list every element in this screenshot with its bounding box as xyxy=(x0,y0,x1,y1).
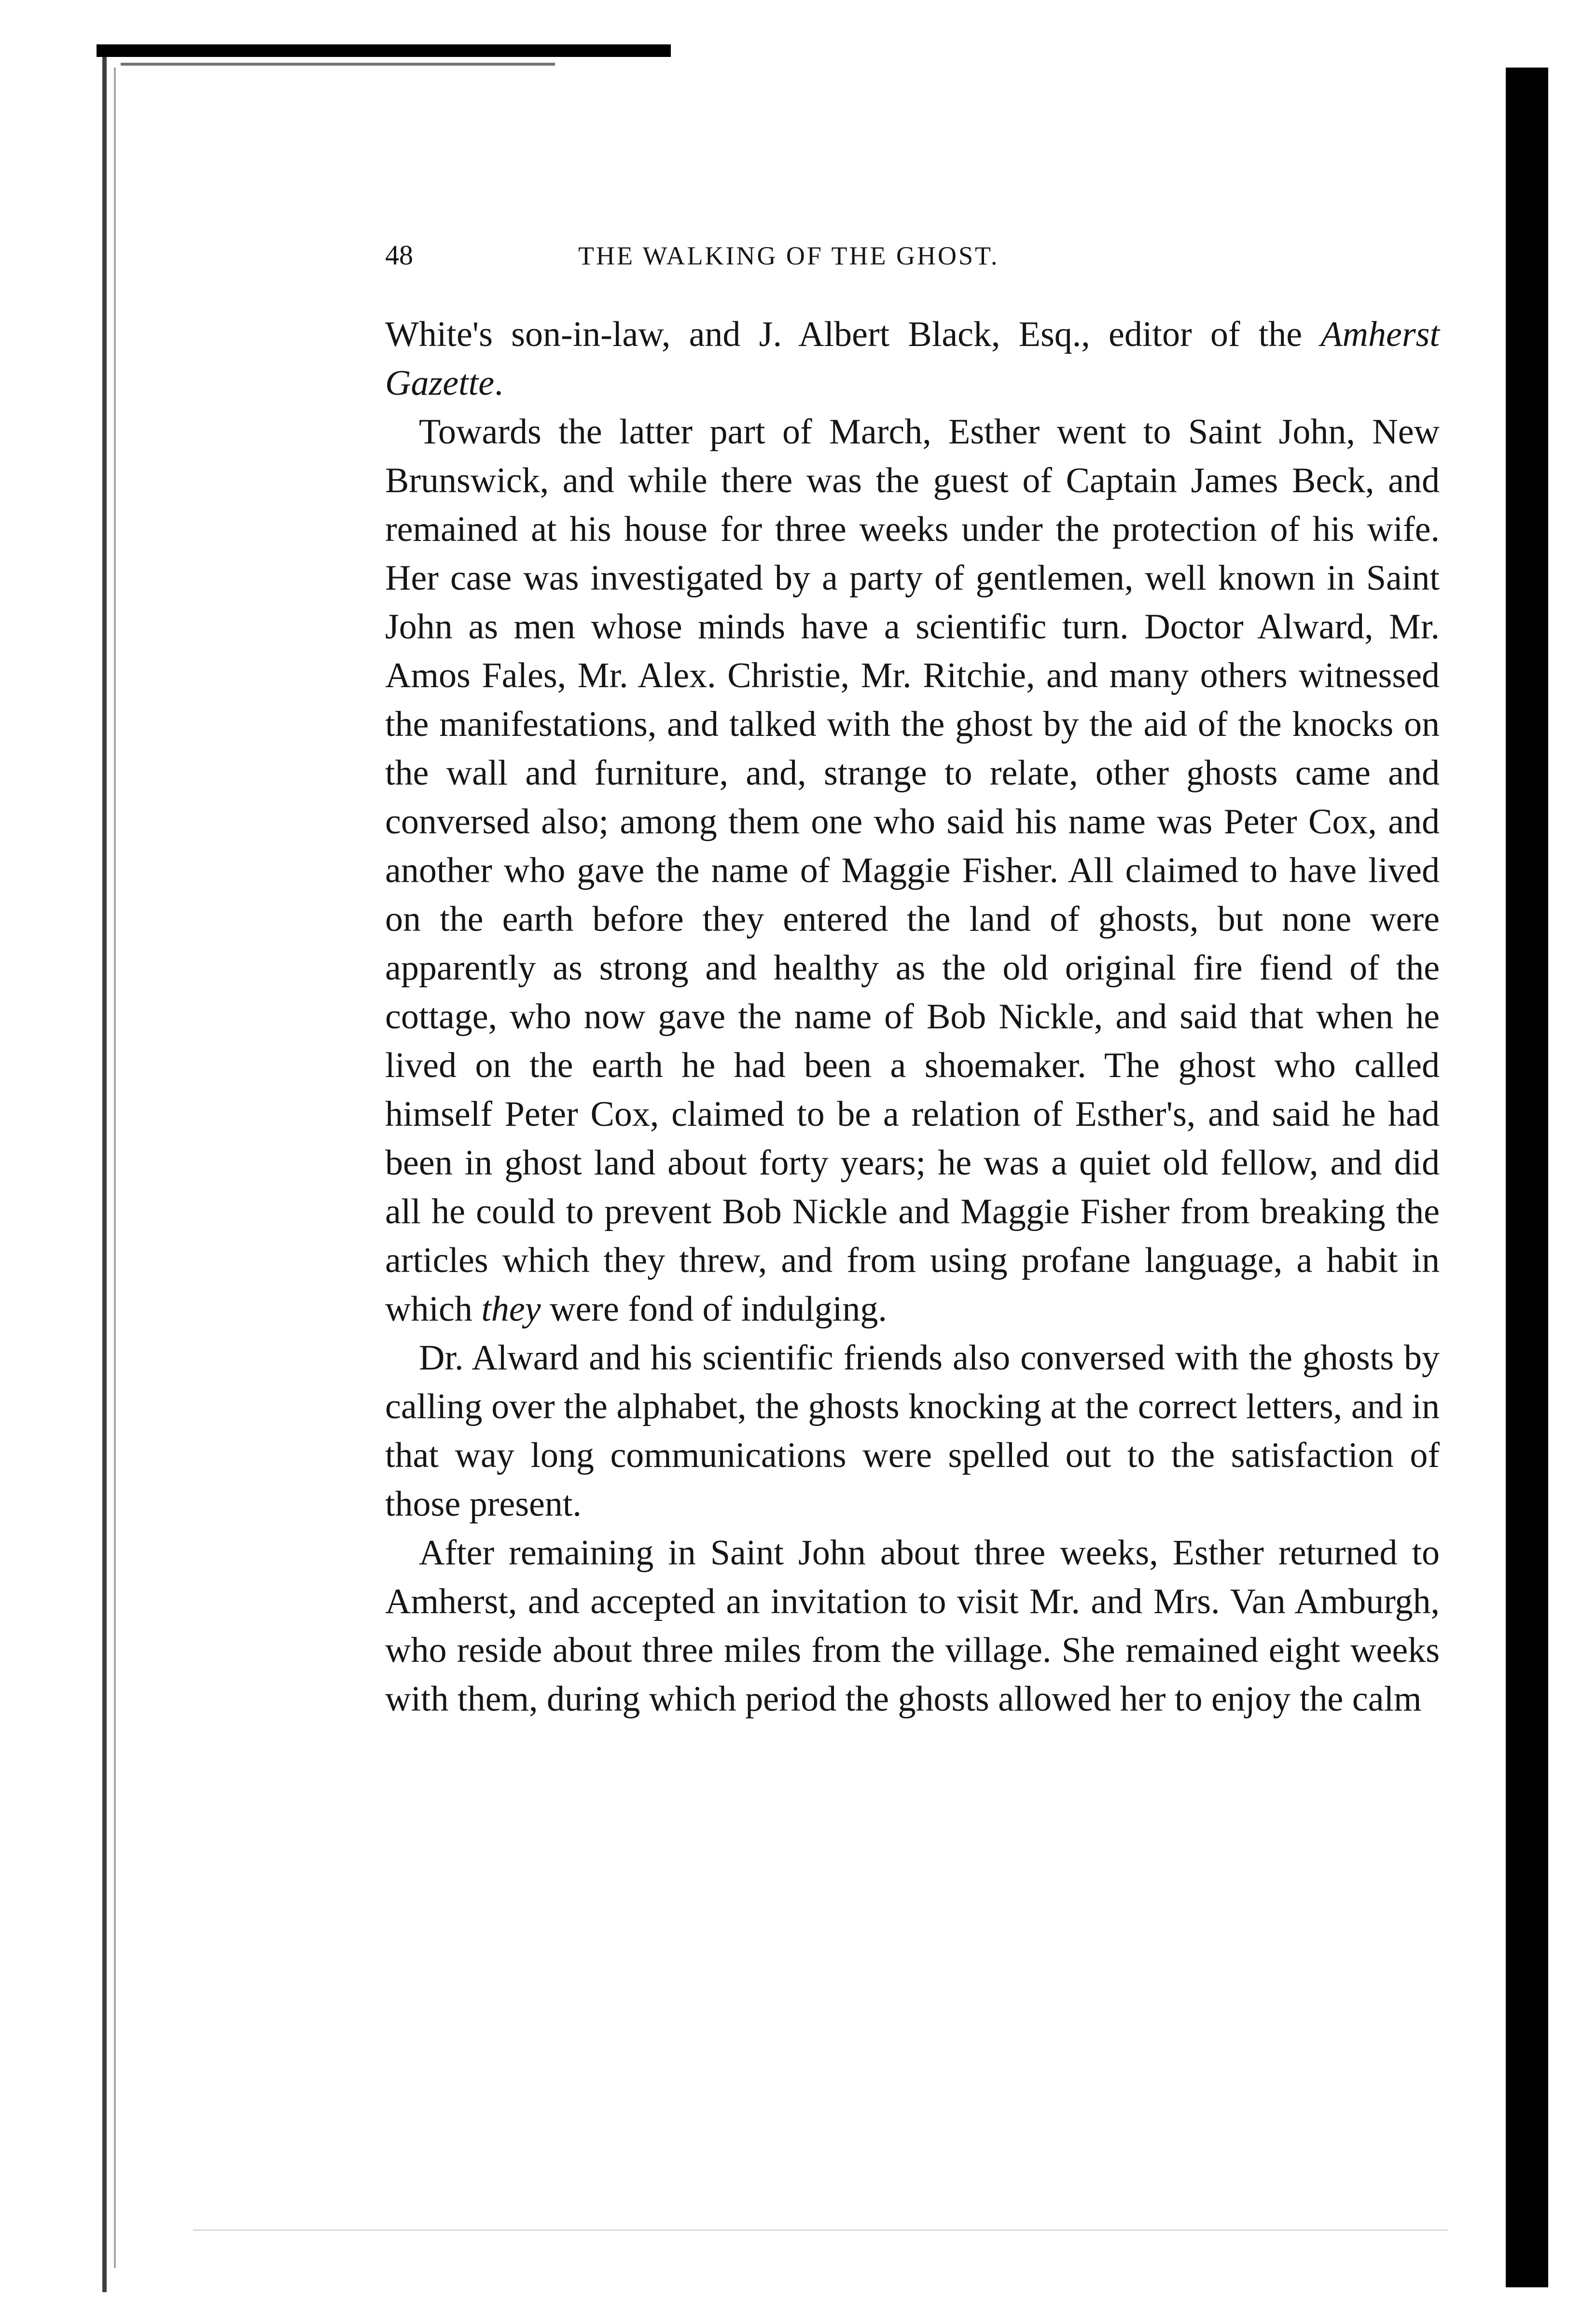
page-number: 48 xyxy=(385,239,413,271)
text-segment: After remaining in Saint John about three weeks, Esther returned to Amherst, and accepted an invitation to visit Mr. and Mrs. Van Amburgh, who reside about three miles from the village. She remained eight weeks with them, during which period the ghosts allowed her to enjoy the calm xyxy=(385,1533,1440,1719)
italic-segment: Amherst Gazette xyxy=(385,315,1440,403)
italic-segment: they xyxy=(481,1289,541,1329)
text-segment: Dr. Alward and his scientific friends also conversed with the ghosts by calling over the alphabet, the ghosts knocking at the correct letters, and in that way long communications were spelled out to the satisfaction of those present. xyxy=(385,1338,1440,1524)
scan-right-bar xyxy=(1506,68,1548,2287)
paragraph xyxy=(385,1334,1440,1529)
paragraph xyxy=(385,310,1440,408)
scan-top-rule xyxy=(97,44,671,57)
scan-left-edge xyxy=(102,48,107,2292)
book-page xyxy=(385,239,1440,1724)
page-header xyxy=(385,239,1440,273)
scan-left-edge-faint xyxy=(114,68,116,2268)
text-segment: White's son-in-law, and J. Albert Black, Esq., editor of the xyxy=(385,315,1321,354)
running-head: THE WALKING OF THE GHOST. xyxy=(578,241,999,270)
text-segment: were fond of indulging. xyxy=(541,1289,887,1329)
paragraph xyxy=(385,1529,1440,1724)
text-segment: Towards the latter part of March, Esther went to Saint John, New Brunswick, and while there was the guest of Captain James Beck, and remained at his house for three weeks under the protection of his wife. Her case was investigated by a party of gentlemen, well known in Saint John as men whose minds have a scientific turn. Doctor Alward, Mr. Amos Fales, Mr. Alex. Christie, Mr. Ritchie, and many others witnessed the manifestations, and talked with the ghost by the aid of the knocks on the wall and furniture, and, strange to relate, other ghosts came and conversed also; among them one who said his name was Peter Cox, and another who gave the name of Maggie Fisher. All claimed to have lived on the earth before they entered the land of ghosts, but none were apparently as strong and healthy as the old original fire fiend of the cottage, who now gave the name of Bob Nickle, and said that when he lived on the earth he had been a shoemaker. The ghost who called himself Peter Cox, claimed to be a relation of Esther's, and said he had been in ghost land about forty years; he was a quiet old fellow, and did all he could to prevent Bob Nickle and Maggie Fisher from breaking the articles which they threw, and from using profane language, a habit in which xyxy=(385,412,1440,1329)
body-text xyxy=(385,310,1440,1724)
scan-top-rule-faint xyxy=(121,63,555,66)
scan-bottom-noise xyxy=(193,2229,1448,2231)
text-segment: . xyxy=(494,363,503,403)
paragraph xyxy=(385,408,1440,1334)
